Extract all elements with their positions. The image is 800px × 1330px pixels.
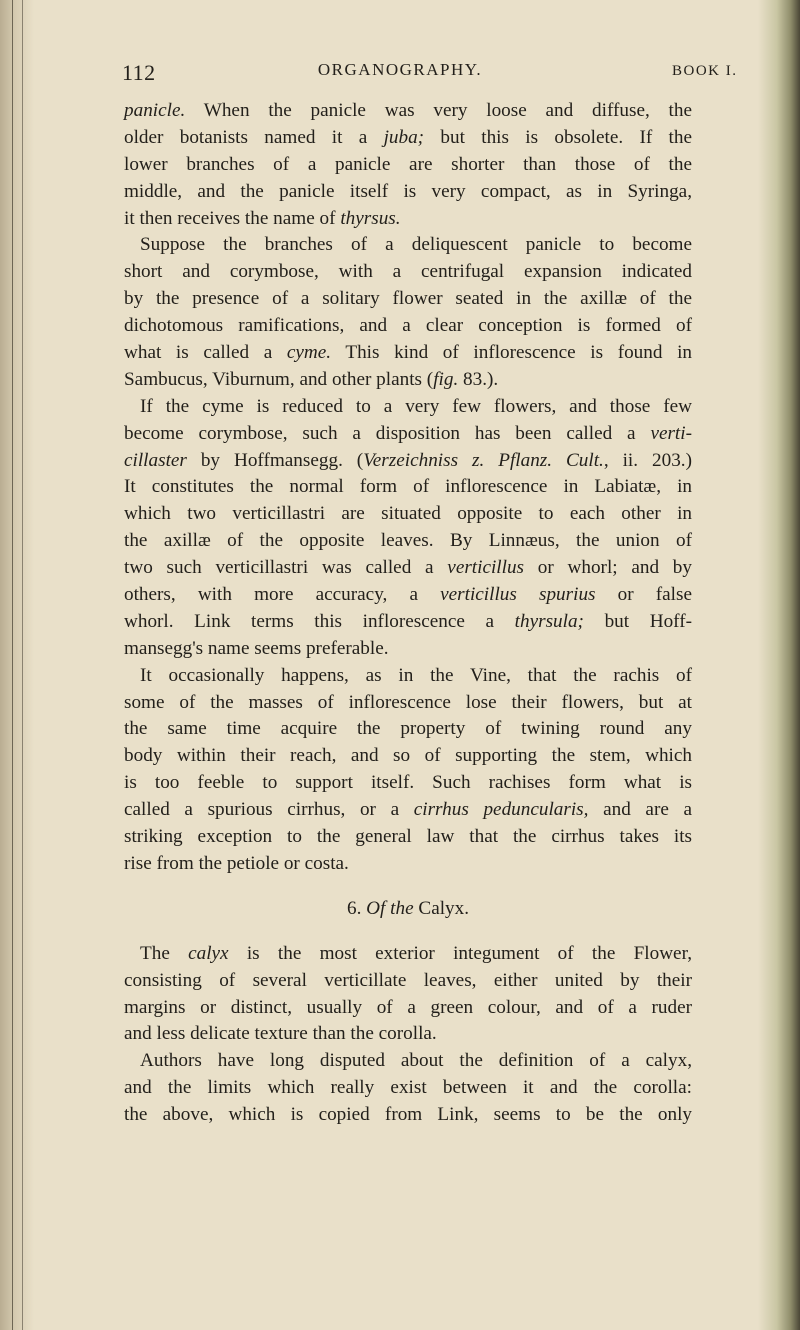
text-line: the above, which is copied from Link, seems to be the only [124, 1104, 692, 1126]
section-gap [124, 923, 692, 941]
text-line: the axillæ of the opposite leaves. By Linnæus, the union of [124, 530, 692, 552]
text-line: short and corymbose, with a centrifugal expansion indicated [124, 261, 692, 283]
text-line: rise from the petiole or costa. [124, 852, 349, 874]
text-line: which two verticillastri are situated opposite to each other in [124, 503, 692, 525]
text-line: mansegg's name seems preferable. [124, 637, 389, 659]
text-line: two such verticillastri was called a verticillus or whorl; and by [124, 557, 692, 579]
text-line: whorl. Link terms this inflorescence a thyrsula; but Hoff- [124, 610, 692, 632]
paragraph [124, 232, 692, 393]
text-line: become corymbose, such a disposition has been called a verti- [124, 422, 692, 444]
text-line: called a spurious cirrhus, or a cirrhus peduncularis, and are a [124, 799, 692, 821]
paragraph [124, 941, 692, 1049]
running-title: ORGANOGRAPHY. [317, 60, 483, 79]
book-label: BOOK I. [672, 63, 738, 79]
page-fore-edge-shadow [758, 0, 800, 1330]
page-gutter-shadow [0, 0, 34, 1330]
text-line: cillaster by Hoffmansegg. (Verzeichniss z. Pflanz. Cult., ii. 203.) [124, 449, 692, 471]
paragraph [124, 98, 692, 232]
text-line: Authors have long disputed about the definition of a calyx, [140, 1050, 692, 1072]
paragraph [124, 663, 692, 878]
text-line: It occasionally happens, as in the Vine, that the rachis of [140, 664, 692, 686]
text-line: by the presence of a solitary flower seated in the axillæ of the [124, 288, 692, 310]
text-line: some of the masses of inflorescence lose their flowers, but at [124, 691, 692, 713]
page-edge-line [22, 0, 23, 1330]
text-line: body within their reach, and so of supporting the stem, which [124, 745, 692, 767]
body-text [124, 98, 692, 1129]
text-line: dichotomous ramifications, and a clear conception is formed of [124, 315, 692, 337]
text-line: what is called a cyme. This kind of inflorescence is found in [124, 342, 692, 364]
text-line: is too feeble to support itself. Such rachises form what is [124, 772, 692, 794]
page-edge-line [12, 0, 13, 1330]
paragraph [124, 394, 692, 663]
text-line: lower branches of a panicle are shorter than those of the [124, 153, 692, 175]
text-line: It constitutes the normal form of inflorescence in Labiatæ, in [124, 476, 692, 498]
text-line: panicle. When the panicle was very loose and diffuse, the [124, 100, 692, 121]
section-gap [124, 878, 692, 896]
text-line: striking exception to the general law that the cirrhus takes its [124, 826, 692, 848]
page-number: 112 [122, 60, 156, 85]
text-line: margins or distinct, usually of a green colour, and of a ruder [124, 996, 692, 1018]
text-line: Sambucus, Viburnum, and other plants (fig. 83.). [124, 368, 499, 390]
text-line: older botanists named it a juba; but this is obsolete. If the [124, 126, 692, 148]
text-line: The calyx is the most exterior integument of the Flower, [140, 942, 692, 964]
text-line: others, with more accuracy, a verticillus spurius or false [124, 584, 692, 606]
paragraph [124, 1048, 692, 1129]
text-line: the same time acquire the property of twining round any [124, 718, 692, 740]
text-line: consisting of several verticillate leaves, either united by their [124, 969, 692, 991]
text-line: it then receives the name of thyrsus. [124, 207, 401, 229]
running-header [0, 52, 800, 88]
text-line: middle, and the panicle itself is very compact, as in Syringa, [124, 180, 692, 202]
section-heading: 6. Of the Calyx. [346, 897, 470, 919]
text-line: and the limits which really exist between it and the corolla: [124, 1077, 692, 1099]
text-line: Suppose the branches of a deliquescent panicle to become [140, 234, 692, 256]
text-line: If the cyme is reduced to a very few flowers, and those few [140, 395, 692, 417]
text-line: and less delicate texture than the corolla. [124, 1023, 437, 1045]
